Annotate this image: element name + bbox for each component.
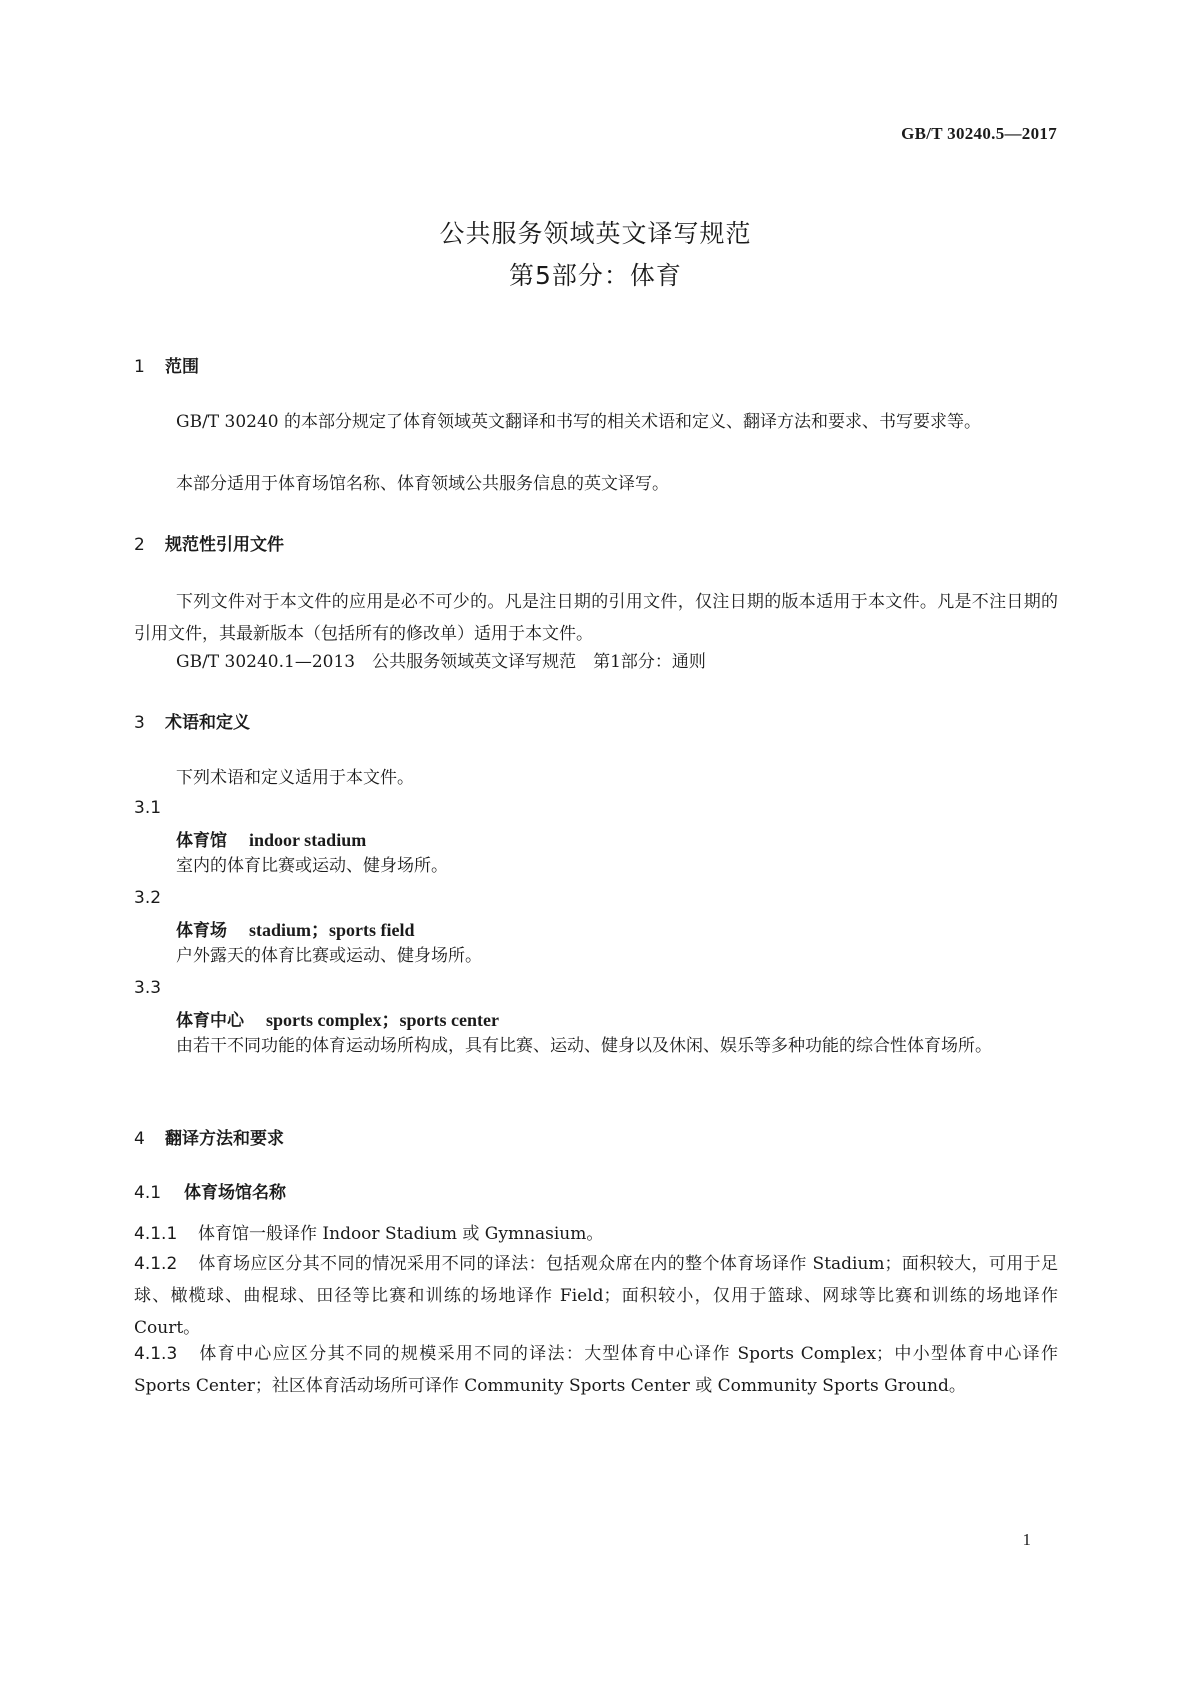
term-english: indoor stadium: [249, 830, 367, 850]
term-definition: 室内的体育比赛或运动、健身场所。: [176, 856, 448, 876]
subsection-4-1-heading: [134, 1178, 286, 1203]
normative-paragraph: 下列文件对于本文件的应用是必不可少的。凡是注日期的引用文件，仅注日期的版本适用于本文件。凡是不注日期的引用文件，其最新版本（包括所有的修改单）适用于本文件。: [134, 592, 1058, 644]
clause-number: 4.1.1: [134, 1224, 178, 1244]
clause-text: 体育馆一般译作 Indoor Stadium 或 Gymnasium。: [198, 1224, 604, 1244]
term-number: 3.2: [134, 888, 162, 908]
section-title: 翻译方法和要求: [165, 1129, 284, 1149]
document-subtitle: 第5部分：体育: [509, 261, 682, 290]
terms-intro: 下列术语和定义适用于本文件。: [176, 768, 414, 788]
subsection-number: 4.1: [134, 1183, 162, 1203]
term-number: 3.3: [134, 978, 162, 998]
term-number: 3.1: [134, 798, 162, 818]
clause-4-1-2: [134, 1248, 1058, 1344]
clause-4-1-1: [134, 1218, 1058, 1250]
document-title: 公共服务领域英文译写规范: [439, 219, 752, 248]
subsection-title: 体育场馆名称: [184, 1183, 286, 1203]
section-number: 4: [134, 1129, 145, 1149]
scope-paragraph: GB/T 30240 的本部分规定了体育领域英文翻译和书写的相关术语和定义、翻译方法和要求、书写要求等。: [176, 412, 982, 432]
section-3-heading: [134, 708, 250, 733]
clause-text: 体育中心应区分其不同的规模采用不同的译法：大型体育中心译作 Sports Complex；中小型体育中心译作 Sports Center；社区体育活动场所可译作 Community Sports Center 或 Community Sports Ground。: [134, 1344, 1058, 1396]
term-chinese: 体育中心: [176, 1011, 244, 1031]
clause-number: 4.1.3: [134, 1344, 178, 1364]
section-number: 3: [134, 713, 145, 733]
clause-number: 4.1.2: [134, 1254, 178, 1274]
section-number: 2: [134, 535, 145, 555]
term-entry: [176, 1006, 499, 1032]
term-entry: [176, 916, 415, 942]
section-4-heading: [134, 1124, 284, 1149]
term-english: sports complex；sports center: [266, 1010, 499, 1030]
clause-4-1-3: [134, 1338, 1058, 1402]
section-1-heading: [134, 352, 199, 377]
term-chinese: 体育馆: [176, 831, 227, 851]
term-entry: [176, 826, 366, 851]
standard-number: GB/T 30240.5—2017: [901, 124, 1057, 143]
term-definition: 由若干不同功能的体育运动场所构成，具有比赛、运动、健身以及休闲、娱乐等多种功能的综合性体育场所。: [176, 1036, 992, 1056]
section-title: 范围: [165, 357, 199, 377]
term-definition: 户外露天的体育比赛或运动、健身场所。: [176, 946, 482, 966]
section-2-heading: [134, 530, 284, 555]
term-chinese: 体育场: [176, 921, 227, 941]
page-number: 1: [1022, 1530, 1031, 1549]
scope-applicability: 本部分适用于体育场馆名称、体育领域公共服务信息的英文译写。: [176, 474, 669, 494]
section-title: 规范性引用文件: [165, 535, 284, 555]
term-english: stadium；sports field: [249, 920, 415, 940]
section-number: 1: [134, 357, 145, 377]
clause-text: 体育场应区分其不同的情况采用不同的译法：包括观众席在内的整个体育场译作 Stadium；面积较大，可用于足球、橄榄球、曲棍球、田径等比赛和训练的场地译作 Field；面积较小，仅用于篮球、网球等比赛和训练的场地译作 Court。: [134, 1254, 1058, 1338]
section-title: 术语和定义: [165, 713, 250, 733]
normative-reference: GB/T 30240.1—2013 公共服务领域英文译写规范 第1部分：通则: [176, 652, 706, 672]
